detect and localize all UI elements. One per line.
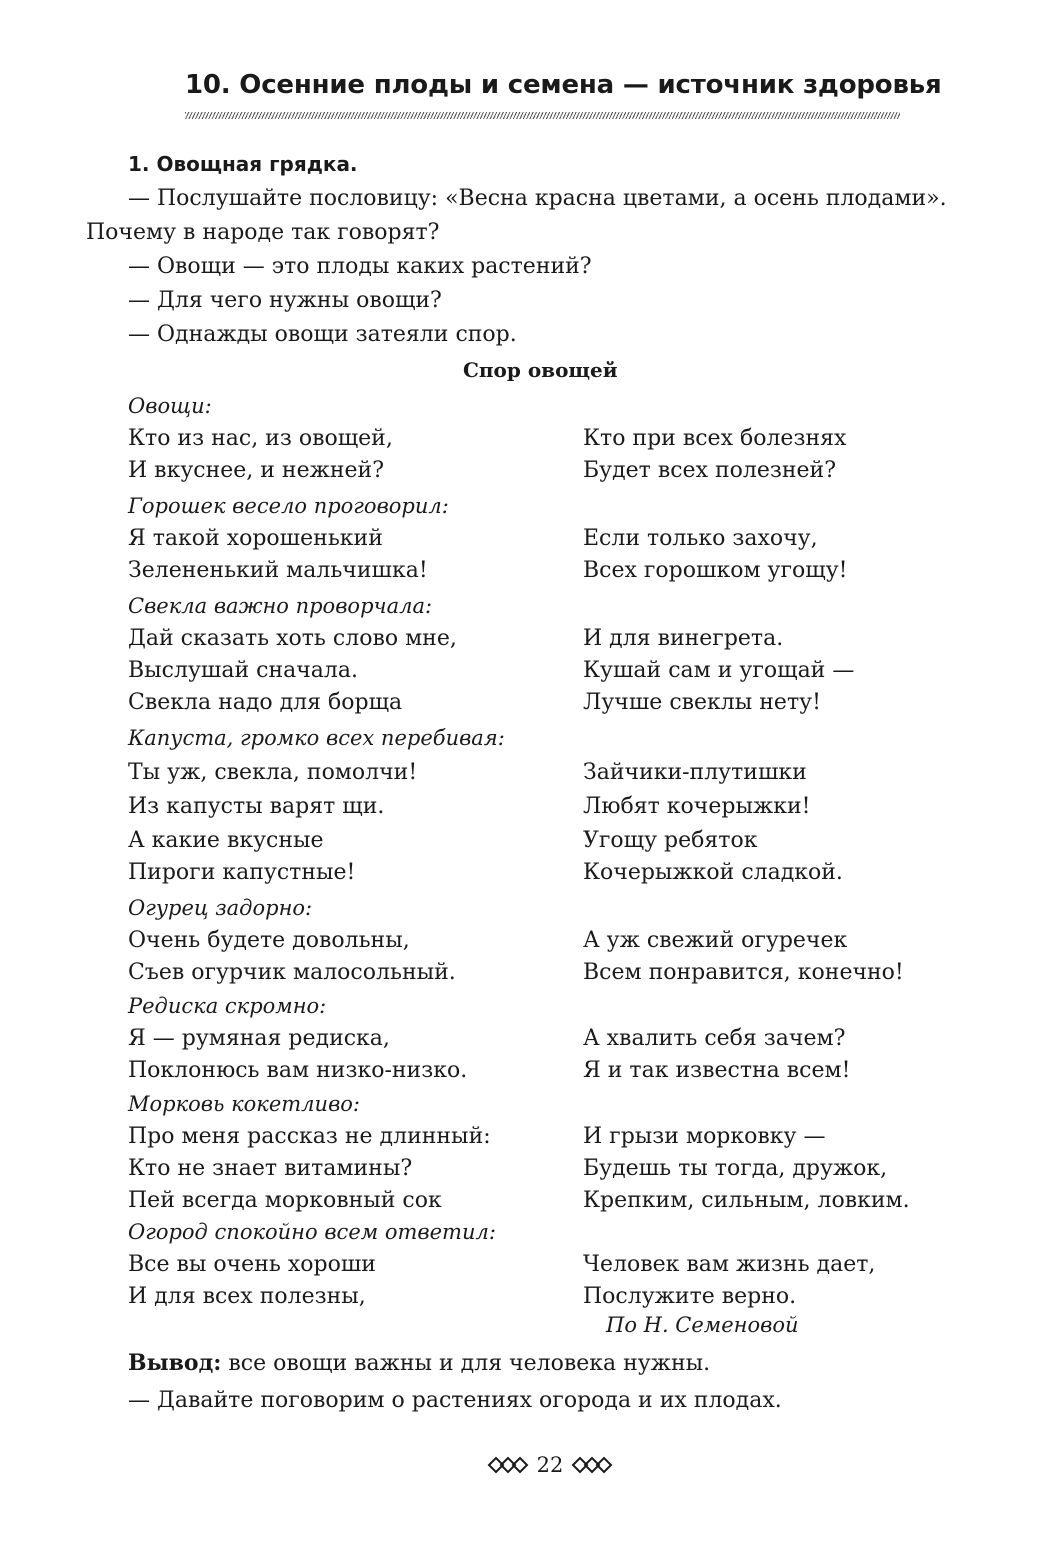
conclusion-label: Вывод:	[128, 1350, 222, 1376]
poem-line: Человек вам жизнь дает,	[583, 1252, 876, 1277]
page-number: 22	[536, 1453, 564, 1477]
poem-line: И для винегрета.	[583, 626, 784, 651]
poem-line: Всех горошком угощу!	[583, 558, 848, 583]
poem-line: Я и так известна всем!	[583, 1058, 851, 1083]
poem-line: Зайчики-плутишки	[583, 760, 807, 785]
poem-line: Ты уж, свекла, помолчи!	[128, 760, 418, 785]
poem-line: Поклонюсь вам низко-низко.	[128, 1058, 468, 1083]
intro-line: — Послушайте пословицу: «Весна красна цветами, а осень плодами».	[128, 186, 947, 211]
poem-line: Кочерыжкой сладкой.	[583, 860, 843, 885]
poem-line: Пироги капустные!	[128, 860, 356, 885]
chapter-title: 10. Осенние плоды и семена — источник здоровья	[185, 70, 942, 100]
poem-line: Всем понравится, конечно!	[583, 960, 904, 985]
poem-line: А какие вкусные	[128, 828, 324, 853]
stanza-speaker: Морковь кокетливо:	[128, 1092, 361, 1116]
poem-line: Пей всегда морковный сок	[128, 1188, 442, 1213]
intro-line: — Для чего нужны овощи?	[128, 288, 442, 313]
poem-line: Очень будете довольны,	[128, 928, 410, 953]
intro-line: — Овощи — это плоды каких растений?	[128, 254, 592, 279]
poem-line: Угощу ребяток	[583, 828, 758, 853]
poem-line: Все вы очень хороши	[128, 1252, 376, 1277]
page-footer	[480, 1450, 620, 1480]
intro-line: Почему в народе так говорят?	[86, 220, 440, 245]
poem-line: Кто из нас, из овощей,	[128, 426, 393, 451]
ornament-right-icon	[569, 1454, 613, 1476]
stanza-speaker: Редиска скромно:	[128, 994, 327, 1018]
poem-line: А хвалить себя зачем?	[583, 1026, 846, 1051]
poem-line: Лучше свеклы нету!	[583, 690, 821, 715]
section-heading: 1. Овощная грядка.	[128, 152, 358, 176]
poem-line: Послужите верно.	[583, 1284, 797, 1309]
stanza-speaker: Капуста, громко всех перебивая:	[128, 726, 505, 750]
poem-attribution: По Н. Семеновой	[606, 1313, 799, 1337]
conclusion-text: все овощи важны и для человека нужны.	[221, 1351, 711, 1376]
poem-line: Любят кочерыжки!	[583, 794, 811, 819]
poem-line: А уж свежий огуречек	[583, 928, 848, 953]
stanza-speaker: Огород спокойно всем ответил:	[128, 1220, 496, 1244]
stanza-speaker: Свекла важно проворчала:	[128, 594, 433, 618]
poem-line: И для всех полезны,	[128, 1284, 366, 1309]
poem-line: Дай сказать хоть слово мне,	[128, 626, 457, 651]
poem-line: Кушай сам и угощай —	[583, 658, 855, 683]
stanza-speaker: Горошек весело проговорил:	[128, 494, 449, 518]
poem-line: Из капусты варят щи.	[128, 794, 385, 819]
poem-line: Я такой хорошенький	[128, 526, 383, 551]
poem-line: Если только захочу,	[583, 526, 818, 551]
conclusion	[128, 1350, 710, 1376]
closing-line: — Давайте поговорим о растениях огорода и их плодах.	[128, 1388, 782, 1413]
poem-line: Выслушай сначала.	[128, 658, 358, 683]
poem-line: Кто не знает витамины?	[128, 1156, 413, 1181]
poem-line: Будет всех полезней?	[583, 458, 837, 483]
poem-line: Съев огурчик малосольный.	[128, 960, 456, 985]
poem-line: Будешь ты тогда, дружок,	[583, 1156, 888, 1181]
stanza-speaker: Овощи:	[128, 394, 212, 418]
poem-line: Свекла надо для борща	[128, 690, 403, 715]
poem-line: Кто при всех болезнях	[583, 426, 847, 451]
poem-line: И вкуснее, и нежней?	[128, 458, 384, 483]
title-underline	[185, 112, 900, 119]
poem-line: И грызи морковку —	[583, 1124, 826, 1149]
poem-line: Зелененький мальчишка!	[128, 558, 428, 583]
poem-line: Про меня рассказ не длинный:	[128, 1124, 491, 1149]
poem-title: Спор овощей	[463, 358, 618, 382]
intro-line: — Однажды овощи затеяли спор.	[128, 322, 517, 347]
poem-line: Я — румяная редиска,	[128, 1026, 390, 1051]
ornament-left-icon	[487, 1454, 531, 1476]
poem-line: Крепким, сильным, ловким.	[583, 1188, 910, 1213]
stanza-speaker: Огурец задорно:	[128, 896, 313, 920]
